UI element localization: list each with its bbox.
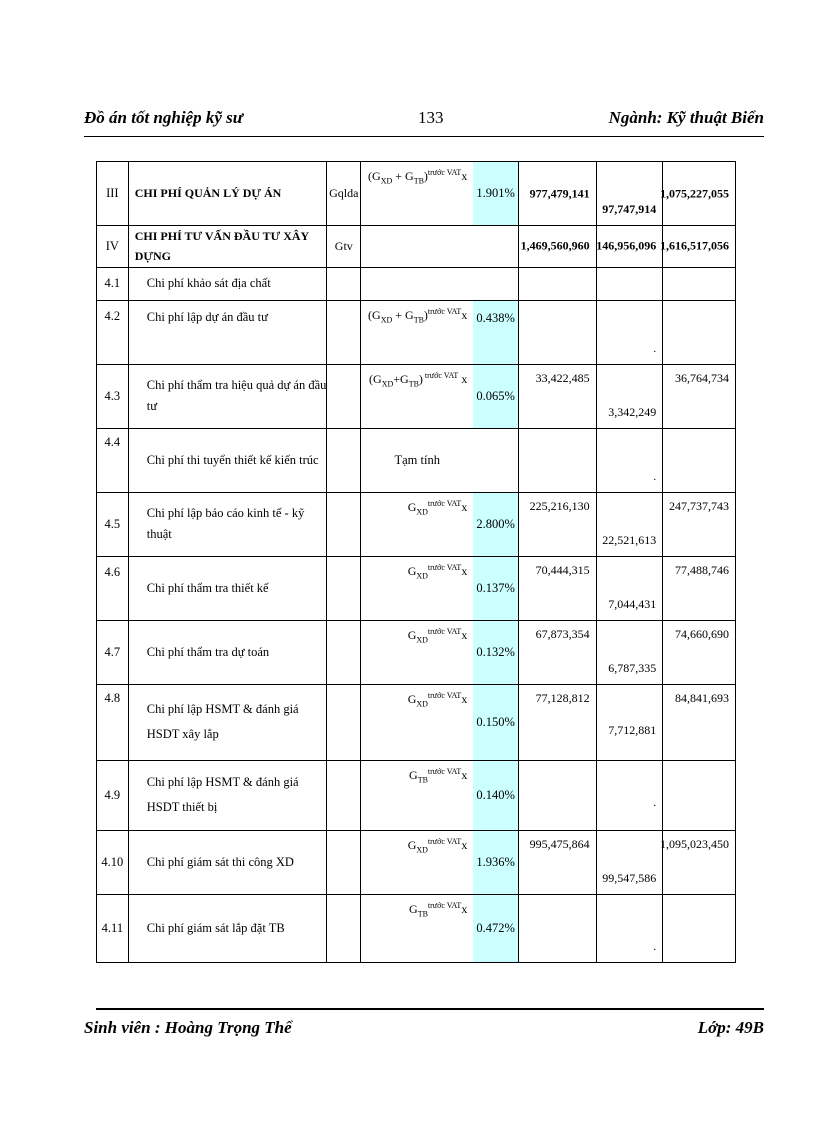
row-value-a: 77,128,812 [518,684,596,760]
row-formula: $G_{XD}^{trước VAT}x$ [361,684,474,760]
row-code [327,830,361,894]
row-name: Chi phí thẩm tra hiệu quả dự án đầu tư [128,364,327,428]
table-row [97,556,736,620]
row-value-a [518,760,596,830]
row-code [327,267,361,300]
row-name: CHI PHÍ TƯ VẤN ĐẦU TƯ XÂY DỰNG [128,226,327,268]
row-percent [473,226,518,268]
row-value-a: 995,475,864 [518,830,596,894]
row-percent: 0.065% [473,364,518,428]
table-row [97,894,736,962]
row-formula: $G_{XD}^{trước VAT}x$ [361,492,474,556]
row-no: 4.2 [97,300,129,364]
row-value-c: 77,488,746 [663,556,736,620]
row-value-b: 6,787,335 [596,620,663,684]
row-value-c [663,894,736,962]
row-name: Chi phí giám sát lắp đặt TB [128,894,327,962]
row-name: Chi phí thẩm tra thiết kế [128,556,327,620]
row-percent: 0.132% [473,620,518,684]
page-header [84,106,764,136]
row-value-b: . [596,300,663,364]
row-formula: $G_{TB}^{trước VAT}x$ [361,894,474,962]
row-value-c: 1,095,023,450 [663,830,736,894]
row-formula: $G_{TB}^{trước VAT}x$ [361,760,474,830]
row-percent: 0.137% [473,556,518,620]
row-value-b: 146,956,096 [596,226,663,268]
row-formula: $(G_{XD} + G_{TB})^{trước VAT}x$ [361,300,474,364]
row-no: 4.10 [97,830,129,894]
row-value-a [518,894,596,962]
row-percent: 1.901% [473,162,518,226]
row-name: Chi phí lập dự án đầu tư [128,300,327,364]
table-row [97,364,736,428]
row-percent: 0.140% [473,760,518,830]
row-code [327,556,361,620]
row-name: Chi phí lập HSMT & đánh giá HSDT thiết bị [128,760,327,830]
row-value-c: 74,660,690 [663,620,736,684]
row-name: Chi phí giám sát thi công XD [128,830,327,894]
row-value-c: 1,616,517,056 [663,226,736,268]
row-value-c: 247,737,743 [663,492,736,556]
row-value-a: 977,479,141 [518,162,596,226]
row-no: 4.7 [97,620,129,684]
row-percent: 0.472% [473,894,518,962]
row-no: III [97,162,129,226]
footer-rule [96,1008,764,1010]
row-percent: 2.800% [473,492,518,556]
row-code [327,492,361,556]
row-value-c: 36,764,734 [663,364,736,428]
row-name: Chi phí lập báo cáo kinh tế - kỹ thuật [128,492,327,556]
row-no: 4.4 [97,428,129,492]
row-value-c [663,300,736,364]
row-formula: $G_{XD}^{trước VAT}x$ [361,830,474,894]
row-value-c: 1,075,227,055 [663,162,736,226]
row-value-b: 97,747,914 [596,162,663,226]
header-major: Ngành: Kỹ thuật Biển [608,108,764,127]
table-row [97,620,736,684]
row-no: 4.6 [97,556,129,620]
row-code [327,364,361,428]
row-value-a [518,267,596,300]
row-value-a: 1,469,560,960 [518,226,596,268]
row-no: 4.11 [97,894,129,962]
page-number: 133 [418,108,444,127]
row-code [327,428,361,492]
row-no: 4.3 [97,364,129,428]
row-formula [361,267,474,300]
footer-class: Lớp: 49B [697,1018,764,1037]
row-value-b: 7,044,431 [596,556,663,620]
cost-table [96,161,736,963]
table-row [97,162,736,226]
row-name: Chi phí thi tuyển thiết kế kiến trúc [128,428,327,492]
row-code [327,620,361,684]
row-formula: Tạm tính [361,428,474,492]
page-footer [84,1018,764,1042]
row-name: CHI PHÍ QUẢN LÝ DỰ ÁN [128,162,327,226]
row-percent: 0.438% [473,300,518,364]
row-value-b: . [596,428,663,492]
row-value-a: 67,873,354 [518,620,596,684]
table-row [97,492,736,556]
header-title: Đồ án tốt nghiệp kỹ sư [84,108,243,127]
row-value-c: 84,841,693 [663,684,736,760]
row-code: Gtv [327,226,361,268]
row-no: 4.9 [97,760,129,830]
row-formula: $(G_{XD}+G_{TB})$ $^{trước VAT}$ x [361,364,474,428]
row-no: IV [97,226,129,268]
row-code [327,300,361,364]
row-value-b [596,267,663,300]
row-code [327,894,361,962]
table-row [97,830,736,894]
row-no: 4.5 [97,492,129,556]
table-row [97,300,736,364]
footer-student: Sinh viên : Hoàng Trọng Thể [84,1018,292,1037]
row-value-a: 70,444,315 [518,556,596,620]
row-no: 4.1 [97,267,129,300]
header-rule [84,136,764,137]
table-row [97,267,736,300]
row-percent: 0.150% [473,684,518,760]
row-formula: $G_{XD}^{trước VAT}x$ [361,620,474,684]
row-formula: $G_{XD}^{trước VAT}x$ [361,556,474,620]
row-value-a [518,428,596,492]
table-row [97,428,736,492]
row-value-b: 22,521,613 [596,492,663,556]
row-value-b: . [596,760,663,830]
row-value-a: 33,422,485 [518,364,596,428]
table-row [97,760,736,830]
row-value-c [663,760,736,830]
row-name: Chi phí lập HSMT & đánh giá HSDT xây lắp [128,684,327,760]
row-formula: $(G_{XD} + G_{TB})^{trước VAT}x$ [361,162,474,226]
row-no: 4.8 [97,684,129,760]
row-value-b: . [596,894,663,962]
row-name: Chi phí khảo sát địa chất [128,267,327,300]
row-value-a [518,300,596,364]
row-code: Gqlda [327,162,361,226]
row-value-b: 3,342,249 [596,364,663,428]
row-code [327,684,361,760]
row-value-c [663,428,736,492]
row-percent: 1.936% [473,830,518,894]
row-code [327,760,361,830]
row-value-b: 99,547,586 [596,830,663,894]
row-value-c [663,267,736,300]
table-row [97,684,736,760]
row-formula [361,226,474,268]
row-value-b: 7,712,881 [596,684,663,760]
table-row [97,226,736,268]
row-percent [473,267,518,300]
row-name: Chi phí thẩm tra dự toán [128,620,327,684]
row-percent [473,428,518,492]
row-value-a: 225,216,130 [518,492,596,556]
